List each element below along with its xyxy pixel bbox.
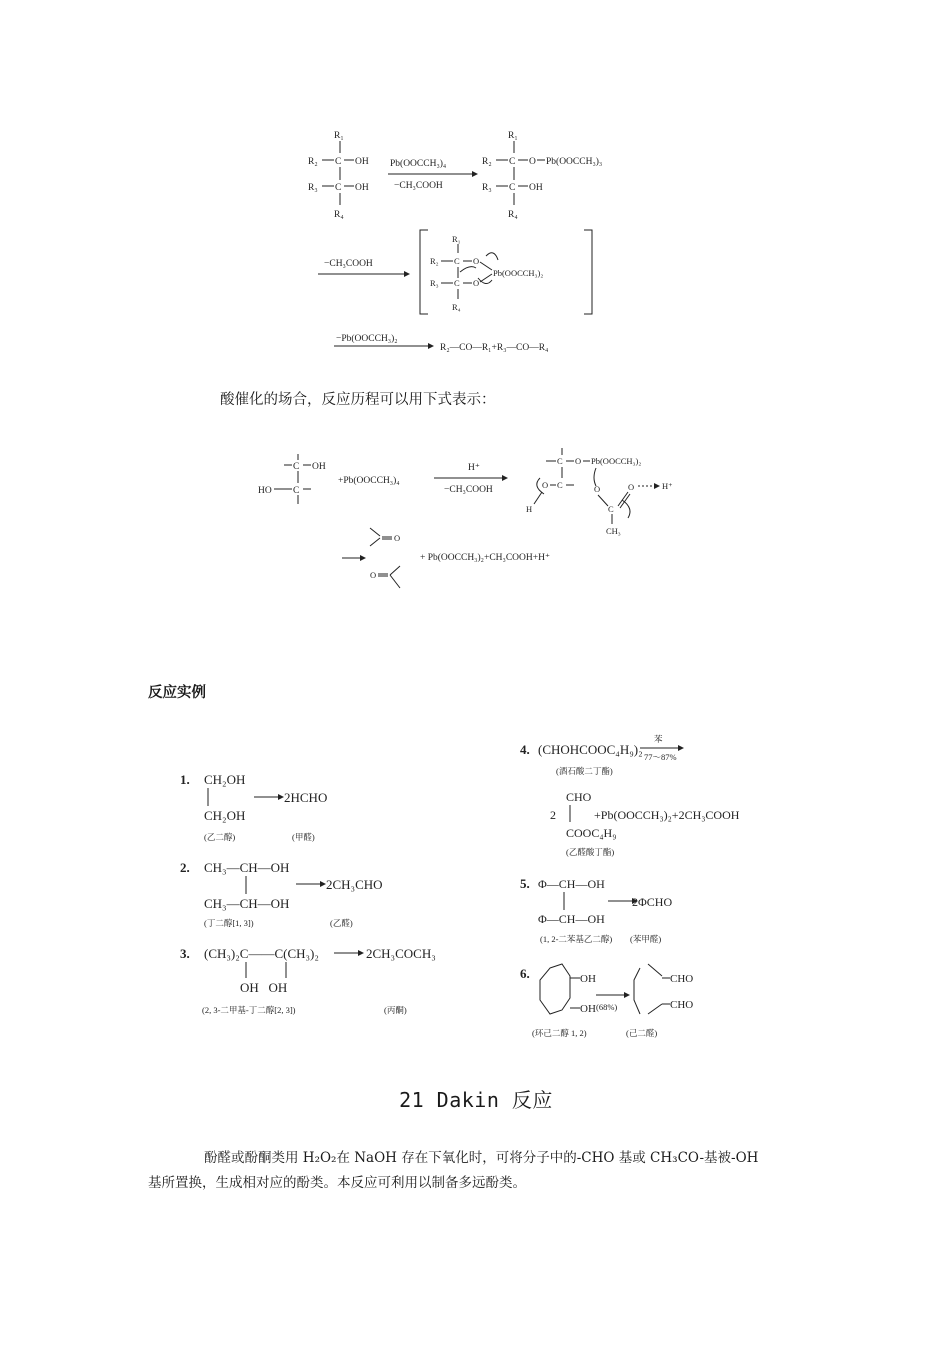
carbon-label: C <box>454 278 460 288</box>
carbon-label: C <box>557 456 563 466</box>
carbon-label: C <box>509 157 516 167</box>
cho-label: CHO <box>670 973 694 985</box>
substrate-name: (乙二醇) <box>204 832 236 842</box>
product-name: (苯甲醛) <box>630 934 662 944</box>
benzoin-top: Φ—CH—OH <box>538 877 605 891</box>
section-heading: 反应实例 <box>148 685 206 701</box>
example-number: 2. <box>180 860 190 875</box>
example-number: 6. <box>520 966 530 981</box>
acetic-acid-loss-label: −CH₃COOH <box>324 259 373 269</box>
oxygen-label: O <box>628 482 635 492</box>
ketone-products-label: R₂—CO—R₁+R₃—CO—R₄ <box>440 343 549 353</box>
cho-label: CHO <box>566 790 592 804</box>
substrate-name: (丁二醇[1, 3]) <box>204 918 254 928</box>
tartrate-formula: (CHOHCOOC₄H₉)₂ <box>538 742 643 757</box>
example-number: 1. <box>180 772 190 787</box>
methyl-label: CH₃ <box>606 526 621 536</box>
cho-label: CHO <box>670 999 694 1011</box>
oxygen-label: O <box>394 533 401 543</box>
product-label: 2ΦCHO <box>632 895 673 909</box>
pb-group-label: Pb(OOCCH₃)₃ <box>546 157 603 167</box>
acetic-acid-loss-label: −CH₃COOH <box>444 485 493 495</box>
glycol-bottom: CH₂OH <box>204 808 246 823</box>
r3-label: R₃ <box>482 183 492 193</box>
yield-label: 77～87% <box>644 752 677 762</box>
oh-label: OH <box>355 157 369 167</box>
diol-bottom: CH₃—CH—OH <box>204 896 290 911</box>
example-1 <box>180 772 327 842</box>
example-6 <box>520 964 693 1038</box>
substrate-name: (1, 2-二苯基乙二醇) <box>540 934 613 944</box>
mechanism-scheme-1 <box>300 122 660 362</box>
carbon-label: C <box>335 183 342 193</box>
oh-label: OH <box>355 183 369 193</box>
hydroxyl-pair: OH OH <box>240 980 288 995</box>
substrate-name: (酒石酸二丁酯) <box>556 766 613 776</box>
carbon-label: C <box>608 504 614 514</box>
ester-label: COOC₄H₉ <box>566 826 617 840</box>
acetic-acid-loss-label: −CH₃COOH <box>394 181 443 191</box>
glycol-top: CH₂OH <box>204 772 246 787</box>
oxygen-label: O <box>370 570 377 580</box>
reaction-examples <box>178 728 788 1050</box>
oxygen-label: O <box>529 157 536 167</box>
product-label: 2HCHO <box>284 790 328 805</box>
coefficient-label: 2 <box>550 808 556 822</box>
carbon-label: C <box>509 183 516 193</box>
oh-label: OH <box>312 462 326 472</box>
oxygen-label: O <box>575 456 582 466</box>
reagent-label: Pb(OOCCH₃)₄ <box>390 159 447 169</box>
r2-label: R₂ <box>430 256 439 266</box>
pb-group-label: Pb(OOCCH₃)₂ <box>591 456 642 466</box>
h-plus-label: H⁺ <box>662 481 673 491</box>
oxygen-label: O <box>473 256 480 266</box>
dakin-description-line-1: 酚醛或酚酮类用 H₂O₂在 NaOH 存在下氧化时，可将分子中的-CHO 基或 CH₃CO-基被-OH <box>204 1150 759 1166</box>
r2-label: R₂ <box>482 157 492 167</box>
example-number: 4. <box>520 742 530 757</box>
substrate-name: (2, 3-二甲基-丁二醇[2, 3]) <box>202 1005 296 1015</box>
product-name: (乙醛) <box>330 918 353 928</box>
product-label: 2CH₃CHO <box>326 877 383 892</box>
solvent-label: 苯 <box>654 734 663 744</box>
r4-label: R₄ <box>334 210 344 220</box>
r1-label: R₁ <box>508 131 518 141</box>
yield-label: (68%) <box>596 1002 618 1012</box>
example-5 <box>520 876 672 944</box>
acid-catalysis-caption: 酸催化的场合，反应历程可以用下式表示： <box>220 392 496 408</box>
reagent-label: +Pb(OOCCH₃)₄ <box>338 476 400 486</box>
example-number: 3. <box>180 946 190 961</box>
pb-loss-label: −Pb(OOCCH₃)₂ <box>336 334 398 344</box>
benzoin-bottom: Φ—CH—OH <box>538 912 605 926</box>
byproducts-label: + Pb(OOCCH₃)₂+CH₃COOH+H⁺ <box>420 553 550 563</box>
r3-label: R₃ <box>308 183 318 193</box>
oh-label: OH <box>580 1003 596 1015</box>
byproducts-label: +Pb(OOCCH₃)₂+2CH₃COOH <box>594 808 740 822</box>
carbon-label: C <box>335 157 342 167</box>
example-2 <box>180 860 383 928</box>
mechanism-scheme-2 <box>256 442 696 594</box>
hydrogen-label: H <box>526 504 533 514</box>
r1-label: R₁ <box>334 131 344 141</box>
oh-label: OH <box>580 973 596 985</box>
example-3 <box>180 946 436 1015</box>
carbon-label: C <box>557 480 563 490</box>
product-label: 2CH₃COCH₃ <box>366 946 436 961</box>
example-number: 5. <box>520 876 530 891</box>
oxygen-label: O <box>594 484 601 494</box>
r1-label: R₁ <box>452 234 461 244</box>
dakin-description-line-2: 基所置换，生成相对应的酚类。本反应可利用以制备多远酚类。 <box>148 1175 526 1191</box>
ho-label: HO <box>258 486 272 496</box>
diol-top: CH₃—CH—OH <box>204 860 290 875</box>
catalyst-label: H⁺ <box>468 463 480 473</box>
carbon-label: C <box>454 256 460 266</box>
product-name: (乙醛酸丁酯) <box>566 847 615 857</box>
pb-group-label: Pb(OOCCH₃)₂ <box>493 268 544 278</box>
product-name: (丙酮) <box>384 1005 407 1015</box>
cyclohexane-ring <box>540 964 570 1014</box>
r4-label: R₄ <box>452 302 461 312</box>
oh-label: OH <box>529 183 543 193</box>
oxygen-label: O <box>542 480 549 490</box>
r2-label: R₂ <box>308 157 318 167</box>
pinacol-formula: (CH₃)₂C——C(CH₃)₂ <box>204 946 319 961</box>
substrate-name: (环己二醇 1, 2) <box>532 1028 587 1038</box>
section-title: 21 Dakin 反应 <box>399 1088 553 1112</box>
oxygen-label: O <box>473 278 480 288</box>
r4-label: R₄ <box>508 210 518 220</box>
carbon-label: C <box>293 462 300 472</box>
product-name: (己二醛) <box>626 1028 658 1038</box>
example-4 <box>520 734 740 857</box>
product-name: (甲醛) <box>292 832 315 842</box>
r3-label: R₃ <box>430 278 439 288</box>
carbon-label: C <box>293 486 300 496</box>
